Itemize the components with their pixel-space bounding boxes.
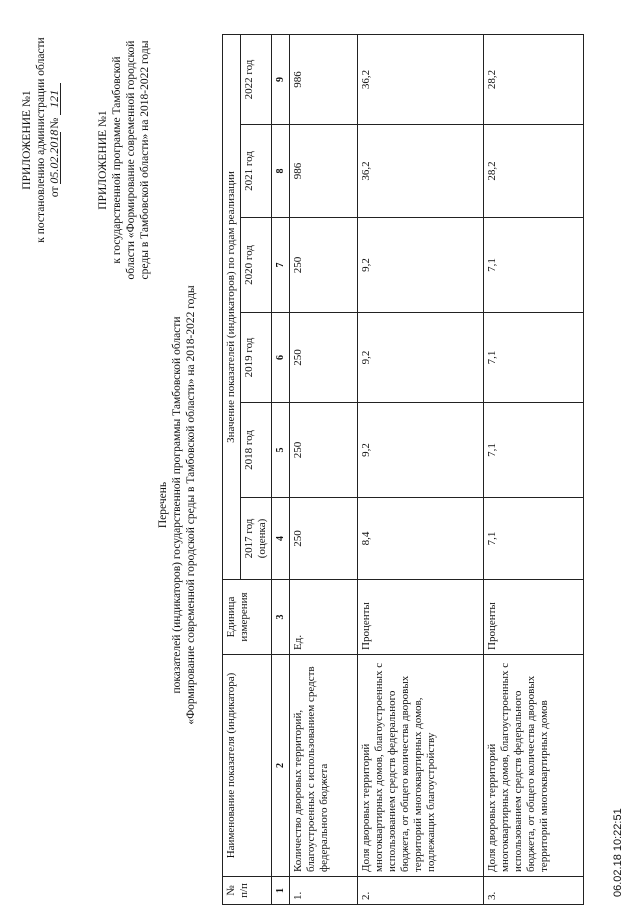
program-line-3: среды в Тамбовской области» на 2018-2022 годы <box>139 40 151 280</box>
column-number: 2 <box>272 655 290 877</box>
header-values: Значение показателей (индикаторов) по годам реализации <box>223 34 241 579</box>
row-value: 8,4 <box>358 498 484 580</box>
row-value: 986 <box>290 34 358 124</box>
column-number: 7 <box>272 218 290 313</box>
header-year: 2018 год <box>241 403 272 498</box>
column-number: 1 <box>272 877 290 905</box>
header-name: Наименование показателя (индикатора) <box>223 655 272 877</box>
table-row <box>290 34 358 904</box>
appendix-date-signature: 05.02.2018 <box>47 129 61 184</box>
program-block <box>96 15 152 305</box>
row-unit: Проценты <box>484 580 584 655</box>
column-number: 8 <box>272 125 290 218</box>
column-number-row <box>272 34 290 904</box>
header-year: 2020 год <box>241 218 272 313</box>
row-num: 3. <box>484 877 584 905</box>
column-number: 9 <box>272 34 290 124</box>
row-name: Количество дворовых территорий, благоустроенных с использованием средств федерального бюджета <box>290 655 358 877</box>
title-line-3: «Формирование современной городской среды в Тамбовской области» на 2018-2022 годы <box>185 285 197 725</box>
appendix-number-prefix: № <box>49 117 61 129</box>
column-number: 4 <box>272 498 290 580</box>
header-unit: Единица измерения <box>223 580 272 655</box>
row-value: 250 <box>290 403 358 498</box>
program-title: ПРИЛОЖЕНИЕ №1 <box>97 110 109 210</box>
appendix-number-signature: 121 <box>48 83 61 115</box>
print-timestamp: 06.02.18 10:22:51 <box>612 808 624 897</box>
column-number: 5 <box>272 403 290 498</box>
row-unit: Проценты <box>358 580 484 655</box>
indicators-table <box>222 34 584 905</box>
title-line-2: показателей (индикаторов) государственной программы Тамбовской области <box>171 316 183 694</box>
appendix-block <box>20 15 62 265</box>
row-value: 9,2 <box>358 218 484 313</box>
row-value: 7,1 <box>484 218 584 313</box>
program-line-2: области «Формирование современной городской <box>125 40 137 280</box>
row-value: 9,2 <box>358 403 484 498</box>
row-value: 7,1 <box>484 498 584 580</box>
title-line-1: Перечень <box>157 481 169 529</box>
row-num: 1. <box>290 877 358 905</box>
program-line-1: к государственной программе Тамбовской <box>111 56 123 264</box>
header-num: № п/п <box>223 877 272 905</box>
column-number: 3 <box>272 580 290 655</box>
header-year: 2022 год <box>241 34 272 124</box>
row-unit: Ед. <box>290 580 358 655</box>
appendix-title: ПРИЛОЖЕНИЕ №1 <box>21 90 33 190</box>
header-row-1 <box>223 34 241 904</box>
column-number: 6 <box>272 313 290 403</box>
table-row <box>484 34 584 904</box>
table-row <box>358 34 484 904</box>
row-name: Доля дворовых территорий многоквартирных домов, благоустроенных с использованием средств федерального бюджета, от общего количества дворовых территорий многоквартирных домов <box>484 655 584 877</box>
row-value: 36,2 <box>358 125 484 218</box>
document-title <box>156 225 198 785</box>
row-value: 9,2 <box>358 313 484 403</box>
row-value: 986 <box>290 125 358 218</box>
row-name: Доля дворовых территорий многоквартирных домов, благоустроенных с использованием средств федерального бюджета, от общего количества дворовых территорий многоквартирных домов, подлежащих благоустройству <box>358 655 484 877</box>
row-value: 28,2 <box>484 34 584 124</box>
appendix-line: к постановлению администрации области <box>35 37 47 243</box>
header-year: 2021 год <box>241 125 272 218</box>
row-value: 28,2 <box>484 125 584 218</box>
row-num: 2. <box>358 877 484 905</box>
row-value: 36,2 <box>358 34 484 124</box>
row-value: 7,1 <box>484 313 584 403</box>
header-year: 2019 год <box>241 313 272 403</box>
appendix-date-line <box>48 15 62 265</box>
row-value: 7,1 <box>484 403 584 498</box>
row-value: 250 <box>290 498 358 580</box>
row-value: 250 <box>290 218 358 313</box>
header-year: 2017 год (оценка) <box>241 498 272 580</box>
appendix-date-prefix: от <box>49 186 61 198</box>
row-value: 250 <box>290 313 358 403</box>
